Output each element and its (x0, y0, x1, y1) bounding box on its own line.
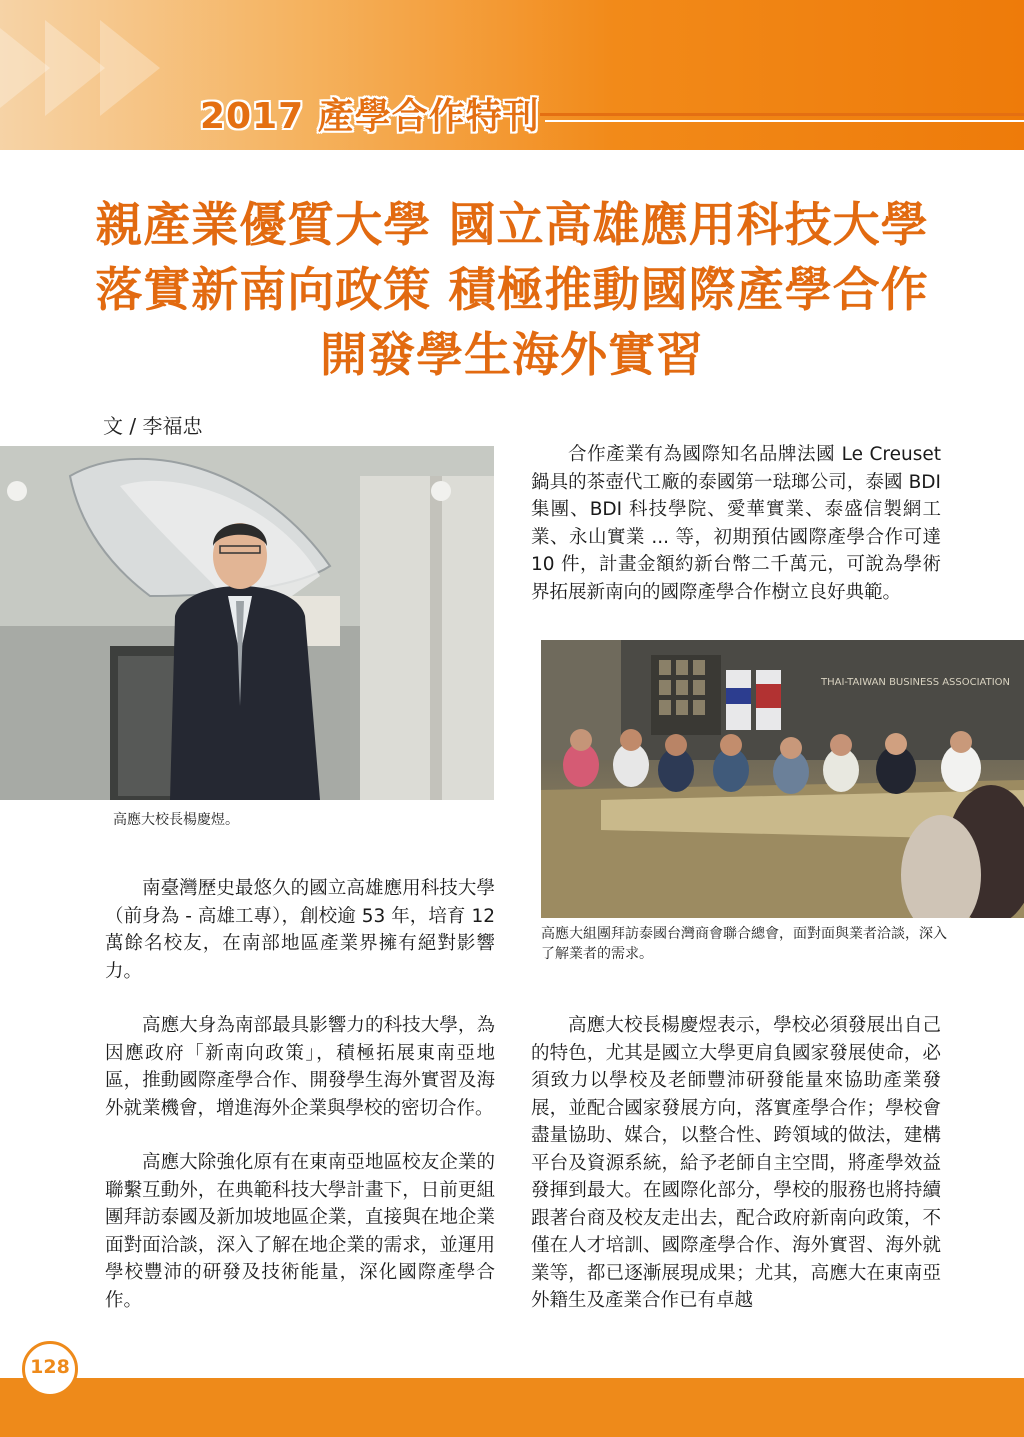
meeting-photo (541, 640, 1024, 918)
chevron-decoration (45, 20, 105, 116)
headline-line-3: 開發學生海外實習 (320, 328, 704, 383)
chevron-decoration (0, 20, 50, 116)
headline-line-2: 落實新南向政策 積極推動國際產學合作 (95, 263, 929, 318)
magazine-title: 2017 產學合作特刊 (200, 96, 540, 137)
president-photo-caption: 高應大校長楊慶煜。 (113, 812, 239, 828)
left-paragraph-1: 南臺灣歷史最悠久的國立高雄應用科技大學（前身為 - 高雄工專），創校逾 53 年，培育 12 萬餘名校友，在南部地區產業界擁有絕對影響力。 (105, 878, 495, 982)
right-paragraph-2: 高應大校長楊慶煜表示，學校必須發展出自己的特色，尤其是國立大學更肩負國家發展使命，必須致力以學校及老師豐沛研發能量來協助產業發展，並配合國家發展方向，落實產學合作；學校會盡量協助、媒合，以整合性、跨領域的做法，建構平台及資源系統，給予老師自主空間，將產學效益發揮到最大。在國際化部分，學校的服務也將持續跟著台商及校友走出去，配合政府新南向政策，不僅在人才培訓、國際產學合作、海外實習、海外就業等，都已逐漸展現成果；尤其，高應大在東南亞外籍生及產業合作已有卓越 (531, 1015, 941, 1311)
president-photo-illustration (0, 446, 494, 800)
chevron-decoration (100, 20, 160, 116)
meeting-sign-text: THAI-TAIWAN BUSINESS ASSOCIATION (821, 677, 1011, 688)
president-photo (0, 446, 494, 800)
page-number: 128 (30, 1356, 70, 1378)
meeting-photo-caption: 高應大組團拜訪泰國台灣商會聯合總會，面對面與業者洽談，深入了解業者的需求。 (541, 926, 947, 962)
right-paragraph-1: 合作產業有為國際知名品牌法國 Le Creuset 鍋具的茶壺代工廠的泰國第一琺瑯公司，泰國 BDI 集團、BDI 科技學院、愛華實業、泰盛信製網工業、永山實業 ... 等，初期預估國際產學合作可達 10 件，計畫金額約新台幣二千萬元，可說為學術界拓展新南向的國際產學合作樹立良好典範。 (531, 444, 941, 603)
header-rule (540, 113, 1024, 116)
headline-line-1: 親產業優質大學 國立高雄應用科技大學 (95, 198, 929, 253)
byline: 文 / 李福忠 (103, 414, 203, 438)
left-paragraph-3: 高應大除強化原有在東南亞地區校友企業的聯繫互動外，在典範科技大學計畫下，日前更組團拜訪泰國及新加坡地區企業，直接與在地企業面對面洽談，深入了解在地企業的需求，並運用學校豐沛的研發及技術能量，深化國際產學合作。 (105, 1152, 495, 1311)
left-paragraph-2: 高應大身為南部最具影響力的科技大學，為因應政府「新南向政策」，積極拓展東南亞地區，推動國際產學合作、開發學生海外實習及海外就業機會，增進海外企業與學校的密切合作。 (105, 1015, 495, 1119)
article-headline (0, 193, 1024, 388)
meeting-photo-illustration (541, 640, 1024, 918)
header-rule-highlight (545, 120, 1024, 122)
footer-band (0, 1378, 1024, 1437)
